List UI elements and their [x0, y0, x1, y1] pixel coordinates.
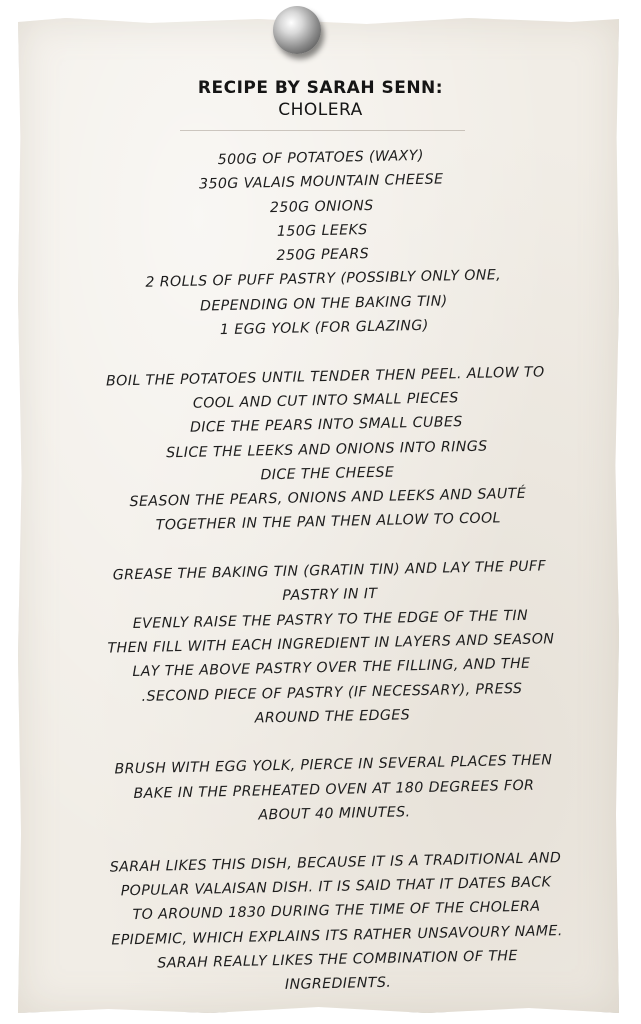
step-line: BRUSH WITH EGG YOLK, PIERCE IN SEVERAL PLACES THEN	[114, 752, 553, 778]
ingredient-line: DEPENDING ON THE BAKING TIN)	[199, 293, 448, 315]
recipe-title: RECIPE BY SARAH SENN:	[197, 78, 444, 98]
note-line: POPULAR VALAISAN DISH. IT IS SAID THAT IT DATES BACK	[120, 874, 552, 900]
baking-steps	[53, 747, 615, 832]
step-line: .SECOND PIECE OF PASTRY (IF NECESSARY), PRESS	[141, 680, 523, 705]
step-line: GREASE THE BAKING TIN (GRATIN TIN) AND LAY THE PUFF	[112, 558, 547, 584]
step-line: LAY THE ABOVE PASTRY OVER THE FILLING, AND THE	[132, 655, 531, 681]
recipe-name: CHOLERA	[278, 100, 363, 120]
step-line: DICE THE CHEESE	[260, 464, 395, 484]
note-line: EPIDEMIC, WHICH EXPLAINS ITS RATHER UNSAVOURY NAME.	[111, 922, 563, 949]
step-line: PASTRY IN IT	[282, 586, 378, 605]
ingredient-line: 350G VALAIS MOUNTAIN CHEESE	[198, 171, 444, 193]
note-line: INGREDIENTS.	[284, 974, 392, 994]
ingredient-line: 150G LEEKS	[276, 221, 368, 240]
recipe-body	[40, 140, 619, 1002]
step-line: SLICE THE LEEKS AND ONIONS INTO RINGS	[165, 438, 488, 461]
step-line: ABOUT 40 MINUTES.	[258, 804, 411, 824]
note-line: TO AROUND 1830 DURING THE TIME OF THE CHOLERA	[132, 898, 541, 924]
step-line: BAKE IN THE PREHEATED OVEN AT 180 DEGREES FOR	[133, 777, 535, 802]
step-line: EVENLY RAISE THE PASTRY TO THE EDGE OF THE TIN	[132, 607, 529, 632]
preparation-steps	[45, 359, 609, 541]
ingredients-list	[40, 140, 605, 346]
divider	[180, 130, 465, 131]
recipe-note	[55, 845, 619, 1002]
step-line: TOGETHER IN THE PAN THEN ALLOW TO COOL	[155, 510, 502, 534]
ingredient-line: 500G OF POTATOES (WAXY)	[217, 147, 424, 169]
ingredient-line: 250G PEARS	[276, 246, 370, 265]
note-line: SARAH REALLY LIKES THE COMBINATION OF THE	[157, 947, 518, 972]
ingredient-line: 250G ONIONS	[269, 197, 374, 216]
step-line: AROUND THE EDGES	[254, 707, 411, 727]
step-line: SEASON THE PEARS, ONIONS AND LEEKS AND SAUTÉ	[129, 485, 527, 511]
note-line: SARAH LIKES THIS DISH, BECAUSE IT IS A TRADITIONAL AND	[109, 849, 562, 876]
assembly-steps	[49, 553, 613, 735]
step-line: DICE THE PEARS INTO SMALL CUBES	[189, 414, 463, 437]
ingredient-line: 2 ROLLS OF PUFF PASTRY (POSSIBLY ONLY ONE,	[145, 267, 502, 292]
step-line: COOL AND CUT INTO SMALL PIECES	[192, 390, 459, 412]
step-line: THEN FILL WITH EACH INGREDIENT IN LAYERS AND SEASON	[107, 631, 555, 657]
pushpin-icon	[273, 6, 321, 54]
step-line: BOIL THE POTATOES UNTIL TENDER THEN PEEL. ALLOW TO	[105, 364, 545, 390]
ingredient-line: 1 EGG YOLK (FOR GLAZING)	[219, 317, 429, 339]
